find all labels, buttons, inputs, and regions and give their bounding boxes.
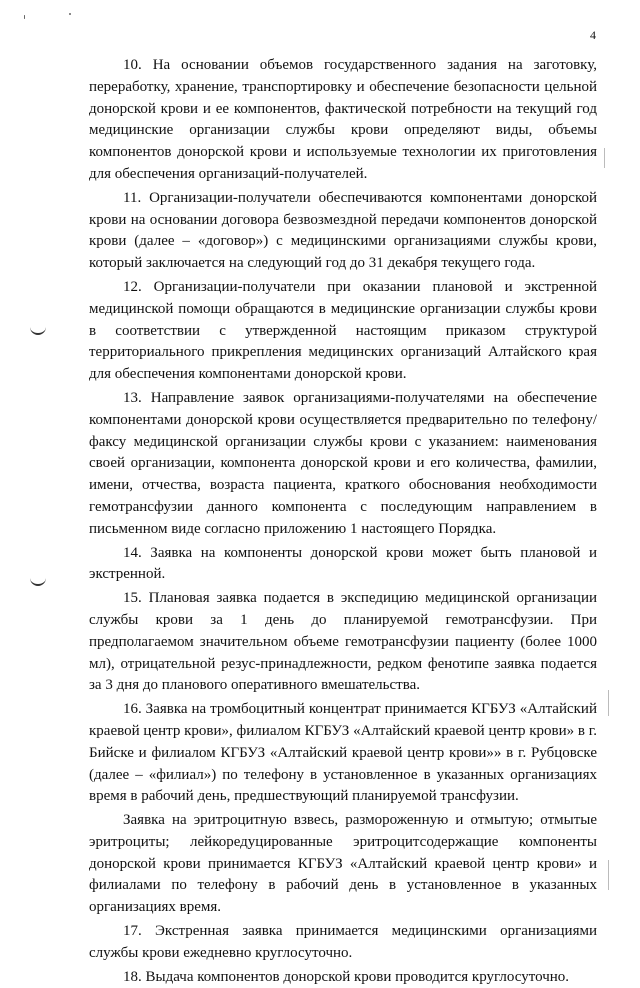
paragraph-12: 12. Организации-получатели при оказании плановой и экстренной медицинской помощи обращаются в медицинские организации службы крови в соответствии с утвержденной настоящим приказом структурой территориального прикрепления медицинских организаций Алтайского края для обеспечения компонентами донорской крови. xyxy=(89,278,597,383)
binder-hole-mark-bottom xyxy=(30,576,46,586)
paragraph-14: 14. Заявка на компоненты донорской крови может быть плановой и экстренной. xyxy=(89,544,597,583)
paragraph-10: 10. На основании объемов государственного задания на заготовку, переработку, хранение, транспортировку и обеспечение безопасности цельной донорской крови и ее компонентов, фактической потребности на текущий год медицинские организации службы крови определяют виды, объемы компонентов донорской крови и используемые технологии их приготовления для обеспечения организаций-получателей. xyxy=(89,57,597,182)
document-body xyxy=(89,55,597,988)
paragraph-16: 16. Заявка на тромбоцитный концентрат принимается КГБУЗ «Алтайский краевой центр крови», филиалом КГБУЗ «Алтайский краевой центр крови» в г. Бийске и филиалом КГБУЗ «Алтайский краевой центр крови»» в г. Рубцовске (далее – «филиал») по телефону в установленное в указанных организациях время в рабочий день, предшествующий планируемой трансфузии. xyxy=(89,701,597,805)
scan-speck xyxy=(24,15,25,19)
scan-edge-mark xyxy=(608,860,609,890)
paragraph-17: 17. Экстренная заявка принимается медицинскими организациями службы крови ежедневно круглосуточно. xyxy=(89,923,597,961)
paragraph-15: 15. Плановая заявка подается в экспедицию медицинской организации службы крови за 1 день до планируемой гемотрансфузии. При предполагаемом значительном объеме гемотрансфузии пациенту (более 1000 мл), отрицательной резус-принадлежности, редком фенотипе заявка подается за 3 дня до планового оперативного вмешательства. xyxy=(89,590,597,694)
paragraph-13: 13. Направление заявок организациями-получателями на обеспечение компонентами донорской крови осуществляется предварительно по телефону/факсу медицинской организации службы крови с указанием: наименования своей организации, компонента донорской крови и его количества, фамилии, имени, отчества, возраста пациента, краткого обоснования необходимости гемотрансфузии данного компонента с последующим направлением в письменном виде согласно приложению 1 настоящего Порядка. xyxy=(89,389,597,537)
scan-edge-mark xyxy=(604,148,605,168)
page-number: 4 xyxy=(590,28,596,42)
binder-hole-mark-top xyxy=(30,325,46,335)
scan-speck xyxy=(69,13,71,15)
paragraph-16-continued: Заявка на эритроцитную взвесь, размороженную и отмытую; отмытые эритроциты; лейкоредуцированные эритроцитсодержащие компоненты донорской крови принимается КГБУЗ «Алтайский краевой центр крови» и филиалами по телефону в рабочий день в установленное в указанных организациях время. xyxy=(89,812,597,916)
paragraph-11: 11. Организации-получатели обеспечиваются компонентами донорской крови на основании договора безвозмездной передачи компонентов донорской крови (далее – «договор») с медицинскими организациями службы крови, который заключается на следующий год до 31 декабря текущего года. xyxy=(89,189,597,272)
scan-edge-mark xyxy=(608,690,609,716)
paragraph-18: 18. Выдача компонентов донорской крови проводится круглосуточно. xyxy=(123,968,570,985)
